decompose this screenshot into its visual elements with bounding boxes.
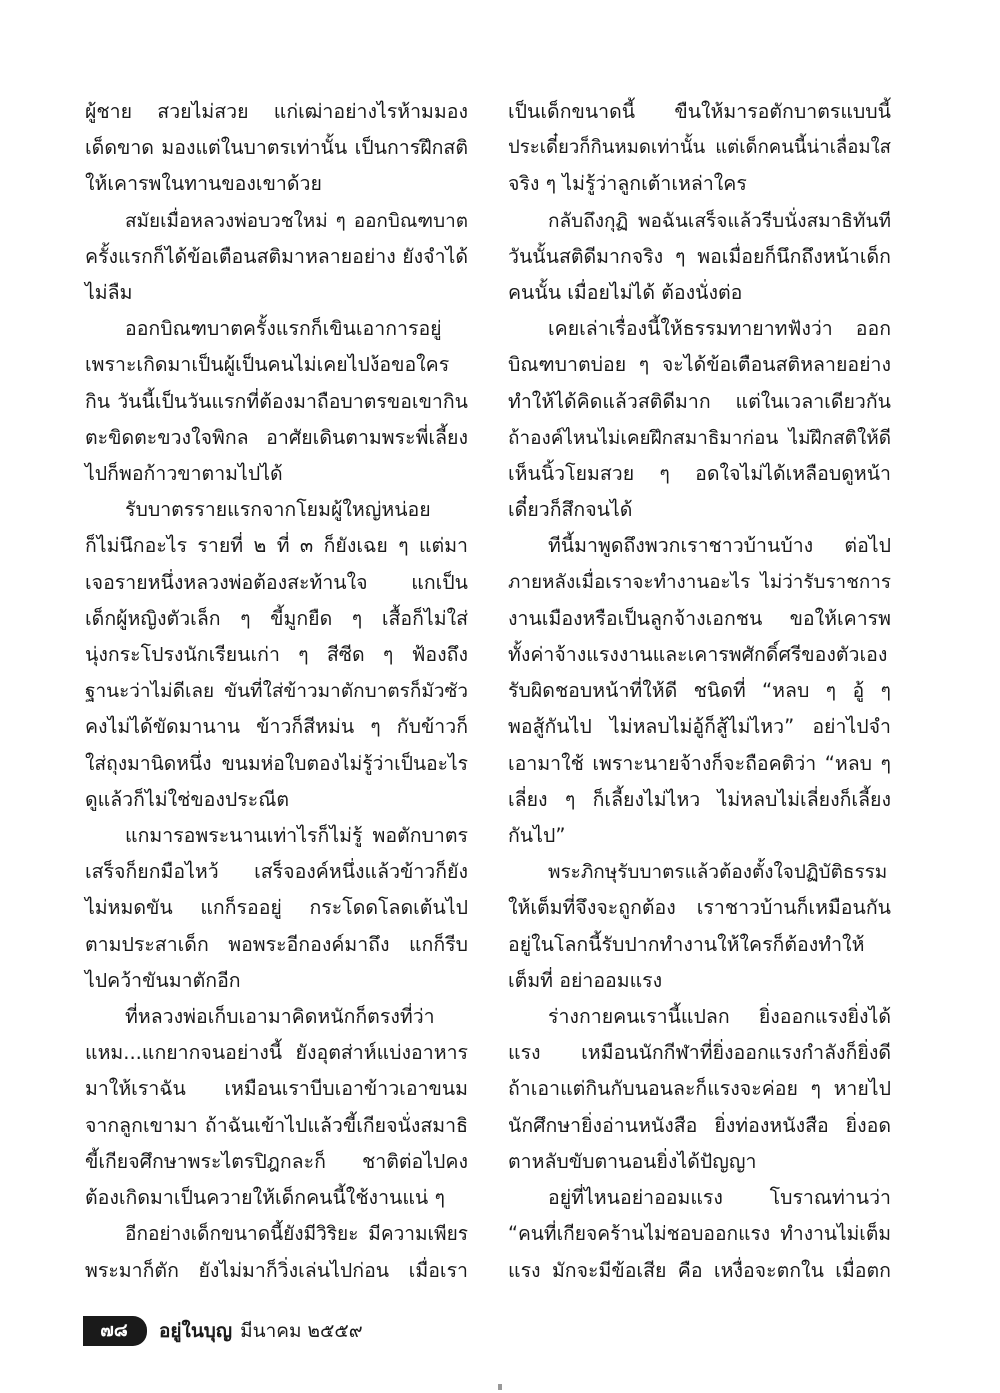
- text-line: ฐานะว่าไม่ดีเลย ขันที่ใส่ข้าวมาตักบาตรก็มัวซัว: [85, 680, 468, 703]
- text-line: ให้เต็มที่จึงจะถูกต้อง เราชาวบ้านก็เหมือนกัน: [508, 896, 891, 920]
- text-line: เด็ดขาด มองแต่ในบาตรเท่านั้น เป็นการฝึกสติ: [85, 136, 468, 160]
- text-line: ทั้งค่าจ้างแรงงานและเคารพศักดิ์ศรีของตัวเอง: [508, 643, 888, 667]
- text-line: รับผิดชอบหน้าที่ให้ดี ชนิดที่ “หลบ ๆ อู้ ๆ: [508, 679, 891, 703]
- text-line: ต้องเกิดมาเป็นควายให้เด็กคนนี้ใช้งานแน่ ๆ: [85, 1186, 445, 1210]
- issue-date: มีนาคม ๒๕๕๙: [240, 1320, 363, 1342]
- text-line: บิณฑบาตบ่อย ๆ จะได้ข้อเตือนสติหลายอย่าง: [508, 353, 891, 377]
- text-line: นักศึกษายิ่งอ่านหนังสือ ยิ่งท่องหนังสือ ยิ่งอด: [508, 1113, 891, 1137]
- text-line: ภายหลังเมื่อเราจะทำงานอะไร ไม่ว่ารับราชการ: [508, 571, 891, 593]
- text-line: พระภิกษุรับบาตรแล้วต้องตั้งใจปฏิบัติธรรม: [548, 861, 888, 884]
- text-line: ถ้าเอาแต่กินกับนอนละก็แรงจะค่อย ๆ หายไป: [508, 1077, 891, 1101]
- text-line: ตาหลับขับตานอนยิ่งได้ปัญญา: [508, 1149, 757, 1173]
- text-line: แรง มักจะมีข้อเสีย คือ เหงื่อจะตกใน เมื่อตก: [508, 1258, 891, 1282]
- text-line: ที่หลวงพ่อเก็บเอามาคิดหนักก็ตรงที่ว่า: [125, 1005, 435, 1029]
- text-line: รับบาตรรายแรกจากโยมผู้ใหญ่หน่อย: [125, 498, 431, 522]
- text-line: ถ้าองค์ไหนไม่เคยฝึกสมาธิมาก่อน ไม่ฝึกสติให้ดี: [508, 426, 891, 449]
- magazine-name: อยู่ในบุญ: [159, 1320, 233, 1342]
- text-line: นุ่งกระโปรงนักเรียนเก่า ๆ สีซีด ๆ ฟ้องถึง: [85, 643, 468, 667]
- text-line: เพราะเกิดมาเป็นผู้เป็นคนไม่เคยไปง้อขอใคร: [85, 353, 450, 377]
- text-line: แรง เหมือนนักกีฬาที่ยิ่งออกแรงกำลังก็ยิ่งดี: [508, 1041, 891, 1065]
- text-line: ตะขิดตะขวงใจพิกล อาศัยเดินตามพระพี่เลี้ยง: [85, 425, 468, 449]
- text-line: ไปก็พอก้าวขาตามไปได้: [85, 462, 283, 486]
- text-line: ร่างกายคนเรานี้แปลก ยิ่งออกแรงยิ่งได้: [548, 1005, 891, 1029]
- text-line: เลี่ยง ๆ ก็เลี้ยงไม่ไหว ไม่หลบไม่เลี่ยงก็เลี้ยง: [508, 787, 891, 811]
- text-line: อยู่ในโลกนี้รับปากทำงานให้ใครก็ต้องทำให้: [508, 932, 865, 956]
- text-line: “คนที่เกียจคร้านไม่ชอบออกแรง ทำงานไม่เต็ม: [508, 1222, 891, 1246]
- text-line: เอามาใช้ เพราะนายจ้างก็จะถือคติว่า “หลบ ๆ: [508, 751, 891, 775]
- registration-mark: [498, 1384, 502, 1390]
- text-line: ใส่ถุงมานิดหนึ่ง ขนมห่อใบตองไม่รู้ว่าเป็นอะไร: [85, 751, 468, 775]
- text-line: แหม...แกยากจนอย่างนี้ ยังอุตส่าห์แบ่งอาหาร: [85, 1041, 468, 1065]
- text-line: เคยเล่าเรื่องนี้ให้ธรรมทายาทฟังว่า ออก: [548, 317, 891, 341]
- text-line: อยู่ที่ไหนอย่าออมแรง โบราณท่านว่า: [548, 1186, 891, 1210]
- text-line: ออกบิณฑบาตครั้งแรกก็เขินเอาการอยู่: [125, 317, 442, 341]
- text-line: เสร็จก็ยกมือไหว้ เสร็จองค์หนึ่งแล้วข้าวก็ยัง: [85, 860, 468, 884]
- page-number: ๗๘: [83, 1316, 147, 1346]
- text-line: จากลูกเขามา ถ้าฉันเข้าไปแล้วขี้เกียจนั่งสมาธิ: [85, 1113, 468, 1137]
- text-line: งานเมืองหรือเป็นลูกจ้างเอกชน ขอให้เคารพ: [508, 606, 891, 630]
- text-line: เด็กผู้หญิงตัวเล็ก ๆ ขี้มูกยืด ๆ เสื้อก็ไม่ใส่: [85, 606, 468, 630]
- text-line: เห็นนิ้วโยมสวย ๆ อดใจไม่ได้เหลือบดูหน้า: [508, 462, 891, 486]
- text-line: ก็ไม่นึกอะไร รายที่ ๒ ที่ ๓ ก็ยังเฉย ๆ แต่มา: [85, 534, 468, 558]
- text-line: ขี้เกียจศึกษาพระไตรปิฎกละก็ ชาติต่อไปคง: [85, 1149, 468, 1173]
- text-line: ครั้งแรกก็ได้ข้อเตือนสติมาหลายอย่าง ยังจำได้: [85, 244, 468, 268]
- text-line: จริง ๆ ไม่รู้ว่าลูกเต้าเหล่าใคร: [508, 172, 747, 196]
- text-line: พอสู้กันไป ไม่หลบไม่อู้ก็สู้ไม่ไหว” อย่าไปจำ: [508, 715, 891, 739]
- text-line: เป็นเด็กขนาดนี้ ขืนให้มารอตักบาตรแบบนี้: [508, 100, 891, 123]
- text-line: กิน วันนี้เป็นวันแรกที่ต้องมาถือบาตรขอเขากิน: [85, 389, 468, 413]
- text-line: คนนั้น เมื่อยไม่ได้ ต้องนั่งต่อ: [508, 281, 743, 305]
- text-line: ทีนี้มาพูดถึงพวกเราชาวบ้านบ้าง ต่อไป: [548, 534, 891, 558]
- right-text-column: [508, 94, 891, 1289]
- text-line: แกมารอพระนานเท่าไรก็ไม่รู้ พอตักบาตร: [125, 824, 468, 848]
- text-line: ผู้ชาย สวยไม่สวย แก่เฒ่าอย่างไรห้ามมอง: [85, 100, 468, 123]
- left-text-column: [85, 94, 468, 1289]
- text-line: กลับถึงกุฏิ พอฉันเสร็จแล้วรีบนั่งสมาธิทันที: [548, 209, 891, 232]
- text-line: กันไป”: [508, 824, 566, 848]
- text-line: คงไม่ได้ขัดมานาน ข้าวก็สีหม่น ๆ กับข้าวก็: [85, 715, 468, 739]
- text-line: วันนั้นสติดีมากจริง ๆ พอเมื่อยก็นึกถึงหน้าเด็ก: [508, 244, 891, 268]
- text-line: ดูแล้วก็ไม่ใช่ของประณีต: [85, 787, 289, 811]
- text-line: สมัยเมื่อหลวงพ่อบวชใหม่ ๆ ออกบิณฑบาต: [125, 209, 468, 232]
- text-line: เจอรายหนึ่งหลวงพ่อต้องสะท้านใจ แกเป็น: [85, 570, 468, 594]
- text-line: ประเดี๋ยวก็กินหมดเท่านั้น แต่เด็กคนนี้น่าเลื่อมใส: [508, 137, 891, 159]
- text-line: มาให้เราฉัน เหมือนเราบีบเอาข้าวเอาขนม: [85, 1077, 468, 1101]
- text-line: ไม่หมดขัน แกก็รออยู่ กระโดดโลดเต้นไป: [85, 896, 468, 920]
- text-line: ทำให้ได้คิดแล้วสติดีมาก แต่ในเวลาเดียวกัน: [508, 389, 891, 413]
- text-line: ไปคว้าขันมาตักอีก: [85, 968, 241, 992]
- text-line: เดี๋ยวก็สึกจนได้: [508, 498, 633, 522]
- text-line: ให้เคารพในทานของเขาด้วย: [85, 172, 322, 196]
- text-line: เต็มที่ อย่าออมแรง: [508, 968, 663, 992]
- page-footer: [83, 1316, 363, 1346]
- text-line: ตามประสาเด็ก พอพระอีกองค์มาถึง แกก็รีบ: [85, 932, 468, 956]
- text-line: พระมาก็ตัก ยังไม่มาก็วิ่งเล่นไปก่อน เมื่อเรา: [85, 1258, 468, 1282]
- text-line: ไม่ลืม: [85, 281, 133, 305]
- text-line: อีกอย่างเด็กขนาดนี้ยังมีวิริยะ มีความเพียร: [125, 1223, 468, 1246]
